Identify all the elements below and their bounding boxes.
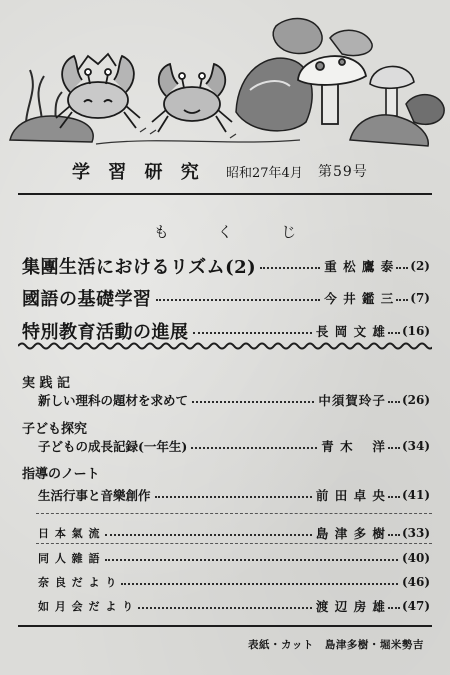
toc-entry	[38, 484, 430, 506]
issue-date: 昭和27年4月	[226, 166, 303, 181]
entry-page: (16)	[401, 324, 430, 338]
dot-leader	[388, 496, 400, 498]
dot-leader	[105, 559, 398, 561]
cover-credits: 表紙・カット 島津多樹・堀米勢吉	[248, 639, 424, 651]
entry-page: (26)	[401, 393, 430, 407]
entry-author: 青 木 洋	[321, 439, 386, 454]
toc-entry	[38, 389, 430, 411]
entry-title: 日 本 氣 流	[38, 527, 101, 540]
dot-leader	[388, 607, 400, 609]
entry-title: 奈 良 だ よ り	[38, 576, 118, 589]
dot-leader	[388, 534, 400, 536]
entry-author: 重 松 鷹 泰	[324, 259, 395, 274]
dot-leader	[396, 299, 408, 301]
toc-entry	[38, 595, 430, 617]
entry-author: 渡 辺 房 雄	[315, 599, 386, 614]
entry-page: (34)	[401, 439, 430, 453]
entry-title: 國語の基礎学習	[22, 289, 152, 310]
entry-page: (33)	[401, 526, 430, 540]
section-heading: 子ども探究	[22, 422, 88, 437]
entry-title: 集團生活におけるリズム(2)	[22, 257, 257, 278]
dot-leader	[388, 401, 400, 403]
entry-author: 中須賀玲子	[318, 393, 386, 408]
issue-number: 第59号	[318, 164, 368, 180]
entry-title: 生活行事と音樂創作	[38, 488, 151, 503]
dot-leader	[396, 267, 408, 269]
dot-leader	[155, 496, 312, 498]
toc-entry	[22, 255, 430, 277]
dot-leader	[388, 447, 400, 449]
dot-leader	[388, 332, 400, 334]
entry-page: (40)	[401, 551, 430, 565]
entry-title: 同 人 雜 語	[38, 552, 101, 565]
entry-title: 特別教育活動の進展	[22, 322, 189, 343]
entry-title: 子どもの成長記録(一年生)	[38, 439, 188, 454]
footer-rule	[18, 625, 432, 627]
wavy-divider	[18, 339, 432, 353]
dot-leader	[156, 299, 321, 301]
crab-left	[56, 54, 140, 128]
magazine-title: 学 習 研 究	[72, 162, 205, 183]
dot-leader	[260, 267, 320, 269]
entry-page: (46)	[401, 575, 430, 589]
dot-leader	[193, 332, 312, 334]
rock-left	[10, 116, 93, 142]
entry-page: (47)	[401, 599, 430, 613]
toc-entry	[38, 571, 430, 593]
crab-right	[152, 64, 232, 132]
entry-title: 如 月 会 だ よ り	[38, 600, 135, 613]
cover-illustration	[0, 0, 450, 150]
entry-page: (2)	[410, 259, 430, 273]
entry-title: 新しい理科の題材を求めて	[38, 393, 189, 408]
header-rule	[18, 193, 432, 195]
toc-heading: も く じ	[153, 223, 319, 241]
dashed-divider	[36, 513, 432, 514]
entry-author: 前 田 卓 央	[315, 488, 386, 503]
entry-author: 島 津 多 樹	[315, 526, 386, 541]
dot-leader	[192, 401, 314, 403]
section-heading: 実 践 記	[22, 376, 71, 391]
toc-entry	[38, 522, 430, 544]
dot-leader	[121, 583, 398, 585]
toc-entry	[38, 547, 430, 569]
dot-leader	[105, 534, 312, 536]
toc-entry	[22, 287, 430, 309]
entry-page: (7)	[410, 291, 430, 305]
toc-entry	[38, 435, 430, 457]
section-heading: 指導のノート	[22, 467, 100, 482]
dot-leader	[138, 607, 312, 609]
entry-author: 長 岡 文 雄	[315, 324, 386, 339]
entry-page: (41)	[401, 488, 430, 502]
dashed-divider	[36, 543, 432, 544]
dot-leader	[191, 447, 317, 449]
entry-author: 今 井 鑑 三	[324, 291, 395, 306]
